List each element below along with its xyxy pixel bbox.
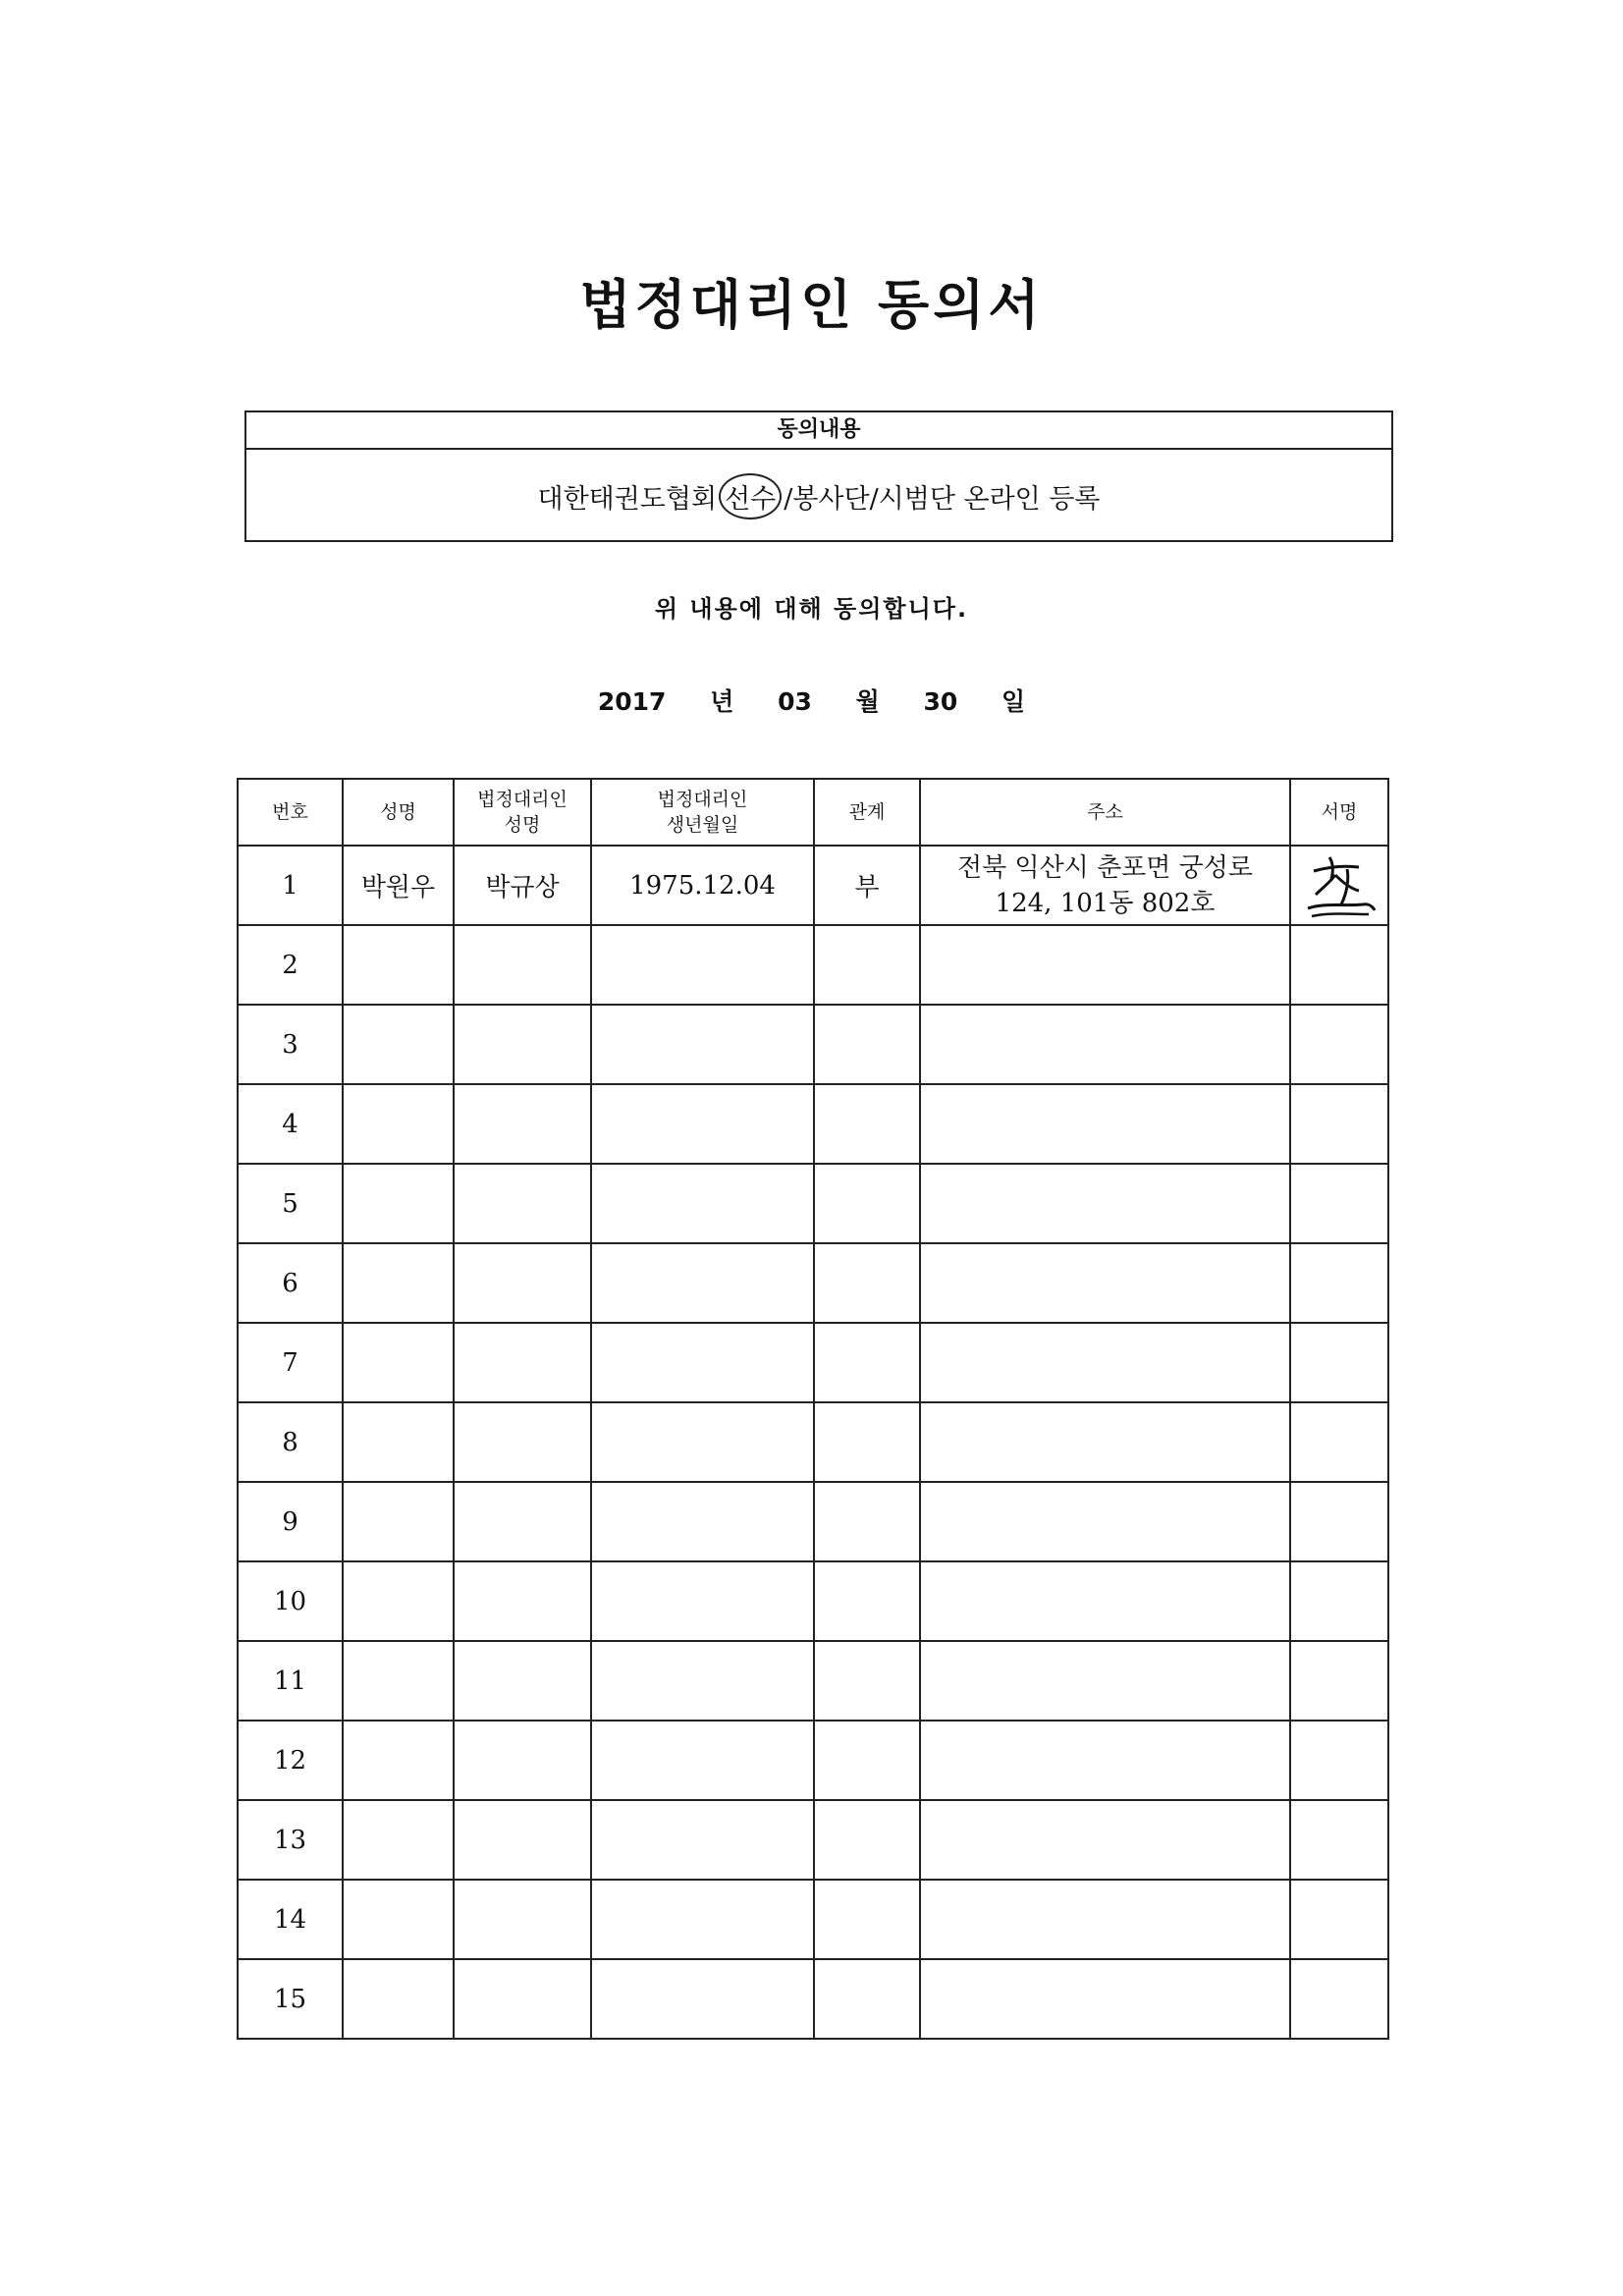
row-guardian-name-cell — [454, 1084, 591, 1164]
row-address-cell — [920, 1402, 1290, 1482]
header-signature: 서명 — [1290, 779, 1388, 846]
row-guardian-name-cell — [454, 1243, 591, 1323]
date-month: 03 — [778, 687, 812, 716]
row-guardian-name-cell — [454, 1323, 591, 1402]
row-number-cell: 7 — [238, 1323, 343, 1402]
handwritten-signature-icon — [1300, 849, 1379, 922]
row-guardian-name-cell — [454, 1641, 591, 1721]
row-number-cell: 15 — [238, 1959, 343, 2039]
row-relation-cell — [814, 1084, 920, 1164]
row-signature-cell — [1290, 1641, 1388, 1721]
consent-text-after: /봉사단/시범단 온라인 등록 — [784, 483, 1101, 515]
date-year: 2017 — [597, 687, 667, 716]
row-address-line2: 124, 101동 802호 — [995, 888, 1216, 918]
row-address-cell — [920, 846, 1290, 925]
row-relation-cell — [814, 1880, 920, 1959]
table-row — [238, 1005, 1388, 1084]
row-relation-cell — [814, 1800, 920, 1880]
header-guardian-name — [454, 779, 591, 846]
row-address-cell — [920, 1482, 1290, 1561]
row-guardian-name-cell — [454, 1800, 591, 1880]
row-relation-cell — [814, 1005, 920, 1084]
table-row — [238, 925, 1388, 1005]
row-address-cell — [920, 1800, 1290, 1880]
header-relation: 관계 — [814, 779, 920, 846]
table-row — [238, 1880, 1388, 1959]
row-number-cell: 8 — [238, 1402, 343, 1482]
row-name-cell — [343, 1243, 454, 1323]
guardian-table — [237, 778, 1389, 2040]
row-guardian-name-cell — [454, 1880, 591, 1959]
row-name-cell — [343, 1482, 454, 1561]
row-address-cell — [920, 1721, 1290, 1800]
row-number-cell: 4 — [238, 1084, 343, 1164]
row-guardian-birth-cell — [591, 1880, 814, 1959]
row-address-line1: 전북 익산시 춘포면 궁성로 — [956, 852, 1254, 883]
consent-content — [246, 450, 1391, 542]
row-name-cell — [343, 1721, 454, 1800]
row-signature-cell — [1290, 1561, 1388, 1641]
row-number-cell: 9 — [238, 1482, 343, 1561]
row-relation-cell — [814, 1561, 920, 1641]
row-signature-cell — [1290, 1482, 1388, 1561]
row-signature-cell — [1290, 1005, 1388, 1084]
row-address-cell — [920, 1005, 1290, 1084]
row-guardian-birth-cell — [591, 1084, 814, 1164]
row-name-cell — [343, 1323, 454, 1402]
table-row — [238, 846, 1388, 925]
header-guardian-birth-line1: 법정대리인 — [657, 789, 748, 810]
consent-box — [244, 410, 1393, 542]
row-number-cell: 2 — [238, 925, 343, 1005]
row-guardian-birth-cell — [591, 1005, 814, 1084]
row-address-cell — [920, 1084, 1290, 1164]
row-address-cell — [920, 1959, 1290, 2039]
row-signature-cell — [1290, 1800, 1388, 1880]
document-title: 법정대리인 동의서 — [579, 274, 1044, 336]
row-name-cell — [343, 1005, 454, 1084]
row-signature-cell — [1290, 1959, 1388, 2039]
table-row — [238, 1164, 1388, 1243]
row-signature-cell — [1290, 925, 1388, 1005]
row-relation-cell — [814, 1721, 920, 1800]
table-row — [238, 1800, 1388, 1880]
row-guardian-name-cell — [454, 1164, 591, 1243]
row-guardian-birth-cell — [591, 1721, 814, 1800]
row-relation-cell — [814, 1482, 920, 1561]
row-address-cell — [920, 925, 1290, 1005]
row-guardian-birth-cell — [591, 1641, 814, 1721]
row-relation-cell — [814, 1323, 920, 1402]
header-guardian-name-line1: 법정대리인 — [477, 789, 568, 810]
row-relation-cell — [814, 1164, 920, 1243]
table-row — [238, 1959, 1388, 2039]
table-row — [238, 1721, 1388, 1800]
table-row — [238, 1641, 1388, 1721]
row-number-cell: 5 — [238, 1164, 343, 1243]
row-relation-cell — [814, 925, 920, 1005]
row-guardian-name-cell — [454, 1005, 591, 1084]
row-guardian-name-cell — [454, 1561, 591, 1641]
row-guardian-birth-cell: 1975.12.04 — [591, 846, 814, 925]
row-guardian-name-cell — [454, 1482, 591, 1561]
row-guardian-birth-cell — [591, 1323, 814, 1402]
row-name-cell: 박원우 — [343, 846, 454, 925]
row-address-cell — [920, 1561, 1290, 1641]
header-number: 번호 — [238, 779, 343, 846]
table-row — [238, 1561, 1388, 1641]
row-number-cell: 6 — [238, 1243, 343, 1323]
row-number-cell: 11 — [238, 1641, 343, 1721]
row-relation-cell — [814, 1243, 920, 1323]
row-name-cell — [343, 1164, 454, 1243]
signing-date — [0, 683, 1623, 718]
row-name-cell — [343, 1561, 454, 1641]
row-signature-cell — [1290, 1721, 1388, 1800]
row-address-cell — [920, 1243, 1290, 1323]
row-number-cell: 3 — [238, 1005, 343, 1084]
row-guardian-birth-cell — [591, 1164, 814, 1243]
row-address-cell — [920, 1323, 1290, 1402]
row-signature-cell — [1290, 1084, 1388, 1164]
table-row — [238, 1323, 1388, 1402]
row-guardian-birth-cell — [591, 1959, 814, 2039]
row-name-cell — [343, 1959, 454, 2039]
row-guardian-birth-cell — [591, 1482, 814, 1561]
row-name-cell — [343, 1800, 454, 1880]
table-header-row — [238, 779, 1388, 846]
row-guardian-name-cell — [454, 1721, 591, 1800]
row-number-cell: 1 — [238, 846, 343, 925]
row-relation-cell: 부 — [814, 846, 920, 925]
row-signature-cell — [1290, 1164, 1388, 1243]
date-month-unit: 월 — [855, 687, 880, 716]
row-name-cell — [343, 1641, 454, 1721]
row-signature-cell — [1290, 1323, 1388, 1402]
consent-text-before: 대한태권도협회 — [537, 483, 718, 515]
table-row — [238, 1243, 1388, 1323]
row-name-cell — [343, 1402, 454, 1482]
row-address-cell — [920, 1880, 1290, 1959]
row-guardian-birth-cell — [591, 925, 814, 1005]
table-row — [238, 1482, 1388, 1561]
row-name-cell — [343, 1880, 454, 1959]
table-row — [238, 1402, 1388, 1482]
row-guardian-name-cell — [454, 1402, 591, 1482]
header-guardian-birth-line2: 생년월일 — [666, 814, 739, 836]
row-address-cell — [920, 1641, 1290, 1721]
consent-circled-option: 선수 — [719, 473, 782, 519]
row-guardian-birth-cell — [591, 1561, 814, 1641]
row-signature-cell — [1290, 1880, 1388, 1959]
row-signature-cell — [1290, 1402, 1388, 1482]
row-number-cell: 10 — [238, 1561, 343, 1641]
date-day: 30 — [923, 687, 958, 716]
row-guardian-name-cell — [454, 1959, 591, 2039]
row-guardian-name-cell — [454, 925, 591, 1005]
agree-statement: 위 내용에 대해 동의합니다. — [654, 595, 969, 623]
row-signature-cell — [1290, 846, 1388, 925]
consent-header: 동의내용 — [246, 412, 1391, 450]
row-guardian-name-cell: 박규상 — [454, 846, 591, 925]
row-number-cell: 14 — [238, 1880, 343, 1959]
header-guardian-name-line2: 성명 — [504, 814, 541, 836]
row-relation-cell — [814, 1959, 920, 2039]
row-signature-cell — [1290, 1243, 1388, 1323]
row-number-cell: 13 — [238, 1800, 343, 1880]
header-name: 성명 — [343, 779, 454, 846]
row-relation-cell — [814, 1402, 920, 1482]
row-relation-cell — [814, 1641, 920, 1721]
row-name-cell — [343, 1084, 454, 1164]
row-guardian-birth-cell — [591, 1800, 814, 1880]
table-row — [238, 1084, 1388, 1164]
row-address-cell — [920, 1164, 1290, 1243]
date-day-unit: 일 — [1001, 687, 1026, 716]
row-name-cell — [343, 925, 454, 1005]
row-guardian-birth-cell — [591, 1402, 814, 1482]
date-year-unit: 년 — [710, 687, 734, 716]
row-number-cell: 12 — [238, 1721, 343, 1800]
row-guardian-birth-cell — [591, 1243, 814, 1323]
header-guardian-birth — [591, 779, 814, 846]
header-address: 주소 — [920, 779, 1290, 846]
